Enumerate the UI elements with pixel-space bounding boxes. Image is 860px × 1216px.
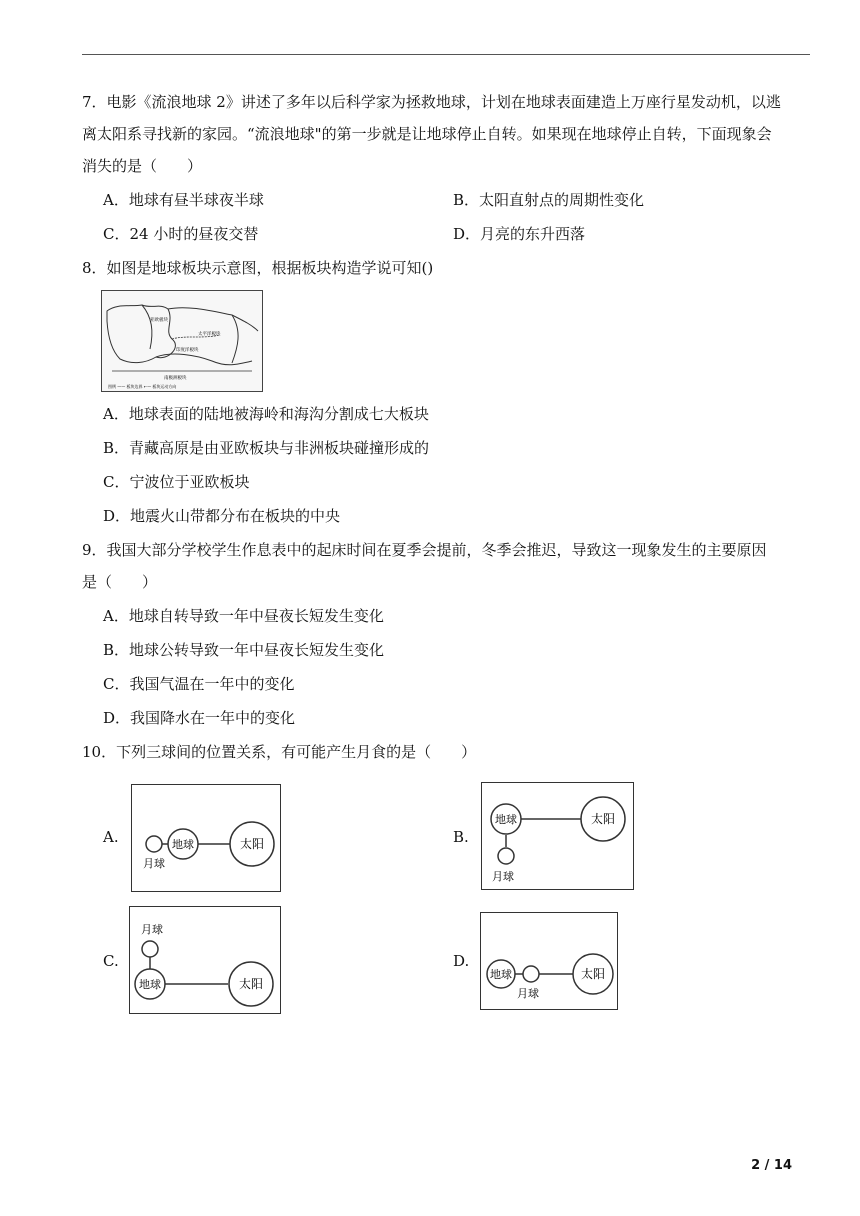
moon-circle [498, 848, 514, 864]
q7-stem-line1: 7．电影《流浪地球 2》讲述了多年以后科学家为拯救地球，计划在地球表面建造上万座行星发动机，以逃 [82, 93, 781, 111]
map-label-eurasian: 亚欧板块 [150, 318, 168, 323]
q7-stem-line2: 离太阳系寻找新的家园。“流浪地球"的第一步就是让地球停止自转。如果现在地球停止自转，下面现象会 [82, 125, 772, 143]
q10-option-a-figure[interactable] [131, 784, 281, 892]
q7-option-d[interactable]: D．月亮的东升西落 [453, 225, 586, 243]
map-label-antarctic: 南极洲板块 [164, 376, 187, 381]
q7-stem-line3: 消失的是（ ） [82, 157, 203, 175]
q8-option-c[interactable]: C．宁波位于亚欧板块 [103, 473, 250, 491]
q8-stem: 8．如图是地球板块示意图，根据板块构造学说可知() [82, 259, 434, 277]
sun-label: 太阳 [239, 837, 265, 851]
q8-option-a[interactable]: A．地球表面的陆地被海岭和海沟分割成七大板块 [103, 405, 429, 423]
q9-stem-line2: 是（ ） [82, 573, 158, 591]
map-label-indian: 印度洋板块 [176, 348, 199, 353]
q9-option-a[interactable]: A．地球自转导致一年中昼夜长短发生变化 [103, 607, 384, 625]
q9-stem-line1: 9．我国大部分学校学生作息表中的起床时间在夏季会提前，冬季会推迟，导致这一现象发生的主要原因 [82, 541, 767, 559]
moon-circle [142, 941, 158, 957]
plate-map-figure [101, 290, 263, 392]
q9-option-c[interactable]: C．我国气温在一年中的变化 [103, 675, 295, 693]
header-rule [82, 54, 810, 55]
q9-option-d[interactable]: D．我国降水在一年中的变化 [103, 709, 296, 727]
q7-option-a[interactable]: A．地球有昼半球夜半球 [103, 191, 264, 209]
q9-option-b[interactable]: B．地球公转导致一年中昼夜长短发生变化 [103, 641, 385, 659]
sun-label: 太阳 [238, 977, 264, 991]
moon-circle [146, 836, 162, 852]
q10-option-a-letter[interactable]: A. [103, 828, 119, 846]
earth-label: 地球 [490, 968, 512, 981]
q8-option-d[interactable]: D．地震火山带都分布在板块的中央 [103, 507, 341, 525]
earth-label: 地球 [495, 813, 517, 826]
moon-label: 月球 [492, 870, 514, 883]
moon-label: 月球 [517, 987, 539, 1000]
q10-option-b-letter[interactable]: B. [453, 828, 469, 846]
q10-option-d-letter[interactable]: D. [453, 952, 470, 970]
moon-label: 月球 [143, 857, 165, 870]
q7-option-b[interactable]: B．太阳直射点的周期性变化 [453, 191, 645, 209]
q10-stem: 10．下列三球间的位置关系，有可能产生月食的是（ ） [82, 743, 477, 761]
q10-option-d-figure[interactable] [480, 912, 618, 1010]
sun-label: 太阳 [590, 812, 616, 826]
moon-circle [523, 966, 539, 982]
map-legend: 图例 —— 板块边界 ←— 板块运动方向 [108, 384, 177, 389]
sun-label: 太阳 [580, 967, 606, 981]
earth-label: 地球 [139, 978, 161, 991]
plate-map-svg [102, 291, 262, 391]
q10-option-b-figure[interactable] [481, 782, 634, 890]
earth-label: 地球 [172, 838, 194, 851]
map-label-pacific: 太平洋板块 [198, 332, 221, 337]
q10-option-c-letter[interactable]: C. [103, 952, 119, 970]
q8-option-b[interactable]: B．青藏高原是由亚欧板块与非洲板块碰撞形成的 [103, 439, 430, 457]
q7-option-c[interactable]: C．24 小时的昼夜交替 [103, 225, 259, 243]
moon-label: 月球 [141, 923, 163, 936]
q10-option-c-figure[interactable] [129, 906, 281, 1014]
page-number: 2 / 14 [751, 1158, 792, 1173]
